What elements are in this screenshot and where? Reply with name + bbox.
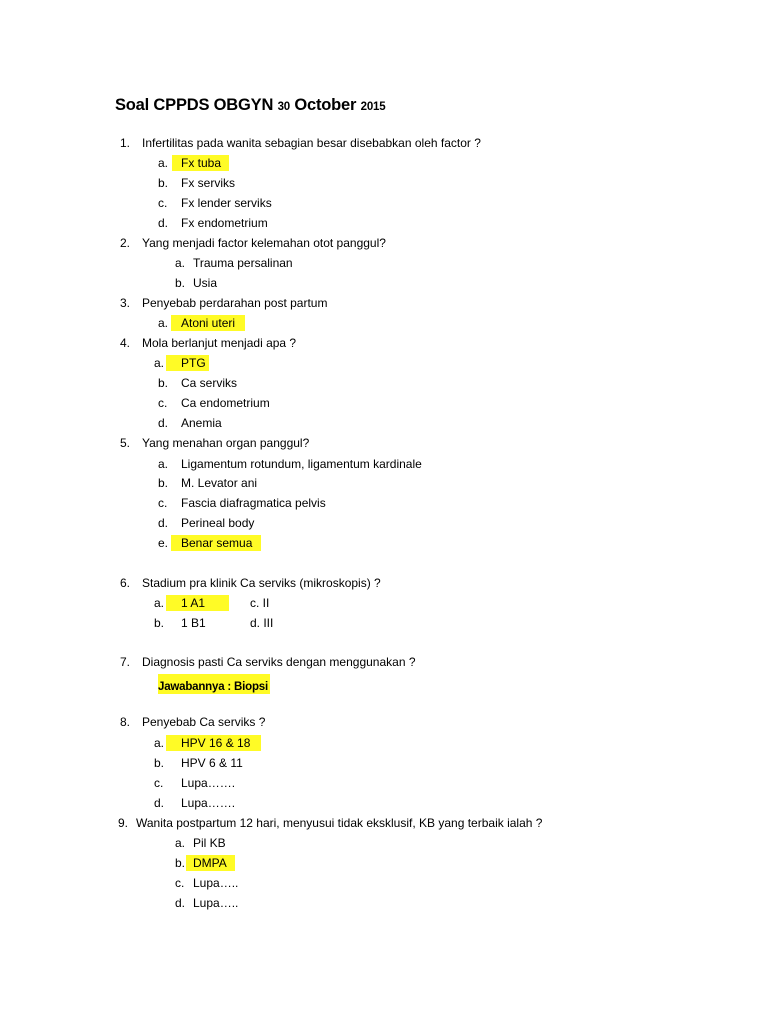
q2-opt-a-label: a. — [175, 256, 186, 270]
q7-answer-highlight — [158, 674, 270, 694]
q8-opt-a-text: HPV 16 & 18 — [166, 735, 261, 751]
q1-opt-b-label: b. — [158, 176, 169, 190]
q6-opt-b-label: b. — [154, 616, 165, 630]
q9-number: 9. — [118, 816, 129, 830]
q1-opt-c-text: Fx lender serviks — [181, 196, 272, 210]
q2-number: 2. — [120, 236, 131, 250]
q8-opt-d-label: d. — [154, 796, 165, 810]
document-title — [115, 96, 385, 115]
q2-opt-a-text: Trauma persalinan — [193, 256, 293, 270]
q1-opt-c-label: c. — [158, 196, 168, 210]
q5-opt-e-text: Benar semua — [171, 535, 261, 551]
q6-number: 6. — [120, 576, 131, 590]
q9-opt-b-label: b. — [175, 856, 186, 870]
q8-opt-b-text: HPV 6 & 11 — [181, 756, 243, 770]
q5-opt-b-label: b. — [158, 476, 169, 490]
q8-opt-c-text: Lupa……. — [181, 776, 236, 790]
q9-opt-b-text: DMPA — [186, 855, 235, 871]
q5-opt-b-text: M. Levator ani — [181, 476, 258, 490]
q9-opt-c-text: Lupa….. — [193, 876, 239, 890]
q6-opt-c-text: c. II — [250, 596, 270, 610]
q3-opt-a-label: a. — [158, 316, 169, 330]
q4-text: Mola berlanjut menjadi apa ? — [142, 336, 297, 350]
q2-opt-b-text: Usia — [193, 276, 218, 290]
q1-text: Infertilitas pada wanita sebagian besar disebabkan oleh factor ? — [142, 136, 481, 150]
q9-opt-a-text: Pil KB — [193, 836, 226, 850]
q5-text: Yang menahan organ panggul? — [142, 436, 310, 450]
q5-opt-a-label: a. — [158, 457, 169, 471]
q6-text: Stadium pra klinik Ca serviks (mikroskopis) ? — [142, 576, 381, 590]
q5-opt-c-text: Fascia diafragmatica pelvis — [181, 496, 326, 510]
title-day: 30 — [277, 101, 290, 113]
q8-text: Penyebab Ca serviks ? — [142, 715, 266, 729]
q6-opt-a-text: 1 A1 — [166, 595, 229, 611]
q6-opt-d-text: d. III — [250, 616, 274, 630]
q1-opt-b-text: Fx serviks — [181, 176, 235, 190]
q5-opt-a-text: Ligamentum rotundum, ligamentum kardinale — [181, 457, 422, 471]
q5-opt-d-label: d. — [158, 516, 169, 530]
q8-opt-b-label: b. — [154, 756, 165, 770]
q1-opt-a-text: Fx tuba — [172, 155, 229, 171]
q2-text: Yang menjadi factor kelemahan otot panggul? — [142, 236, 386, 250]
q5-opt-c-label: c. — [158, 496, 168, 510]
q4-opt-d-label: d. — [158, 416, 169, 430]
q9-opt-a-label: a. — [175, 836, 186, 850]
q7-number: 7. — [120, 655, 131, 669]
q1-opt-d-label: d. — [158, 216, 169, 230]
q6-opt-b-text: 1 B1 — [181, 616, 206, 630]
q4-opt-a-text: PTG — [166, 355, 209, 371]
q5-number: 5. — [120, 436, 131, 450]
q8-opt-d-text: Lupa……. — [181, 796, 236, 810]
q1-opt-a-label: a. — [158, 156, 169, 170]
q3-number: 3. — [120, 296, 131, 310]
q9-opt-d-label: d. — [175, 896, 186, 910]
title-year: 2015 — [360, 101, 386, 113]
q3-text: Penyebab perdarahan post partum — [142, 296, 328, 310]
q2-opt-b-label: b. — [175, 276, 186, 290]
q4-opt-c-text: Ca endometrium — [181, 396, 270, 410]
q5-opt-d-text: Perineal body — [181, 516, 255, 530]
q8-number: 8. — [120, 715, 131, 729]
title-month: October — [294, 96, 357, 114]
q5-opt-e-label: e. — [158, 536, 169, 550]
q4-opt-b-text: Ca serviks — [181, 376, 238, 390]
q4-opt-d-text: Anemia — [181, 416, 222, 430]
q7-answer: Jawabannya : Biopsi — [158, 681, 268, 693]
q9-opt-d-text: Lupa….. — [193, 896, 239, 910]
q9-text: Wanita postpartum 12 hari, menyusui tidak eksklusif, KB yang terbaik ialah ? — [136, 816, 543, 830]
q6-opt-a-label: a. — [154, 596, 165, 610]
q7-text: Diagnosis pasti Ca serviks dengan menggunakan ? — [142, 655, 416, 669]
q1-opt-d-text: Fx endometrium — [181, 216, 268, 230]
q3-opt-a-text: Atoni uteri — [171, 315, 245, 331]
title-main: Soal CPPDS OBGYN — [115, 96, 274, 114]
q4-opt-c-label: c. — [158, 396, 168, 410]
q4-number: 4. — [120, 336, 131, 350]
q1-number: 1. — [120, 136, 131, 150]
q4-opt-a-label: a. — [154, 356, 165, 370]
q4-opt-b-label: b. — [158, 376, 169, 390]
q9-opt-c-label: c. — [175, 876, 185, 890]
q8-opt-a-label: a. — [154, 736, 165, 750]
q8-opt-c-label: c. — [154, 776, 164, 790]
